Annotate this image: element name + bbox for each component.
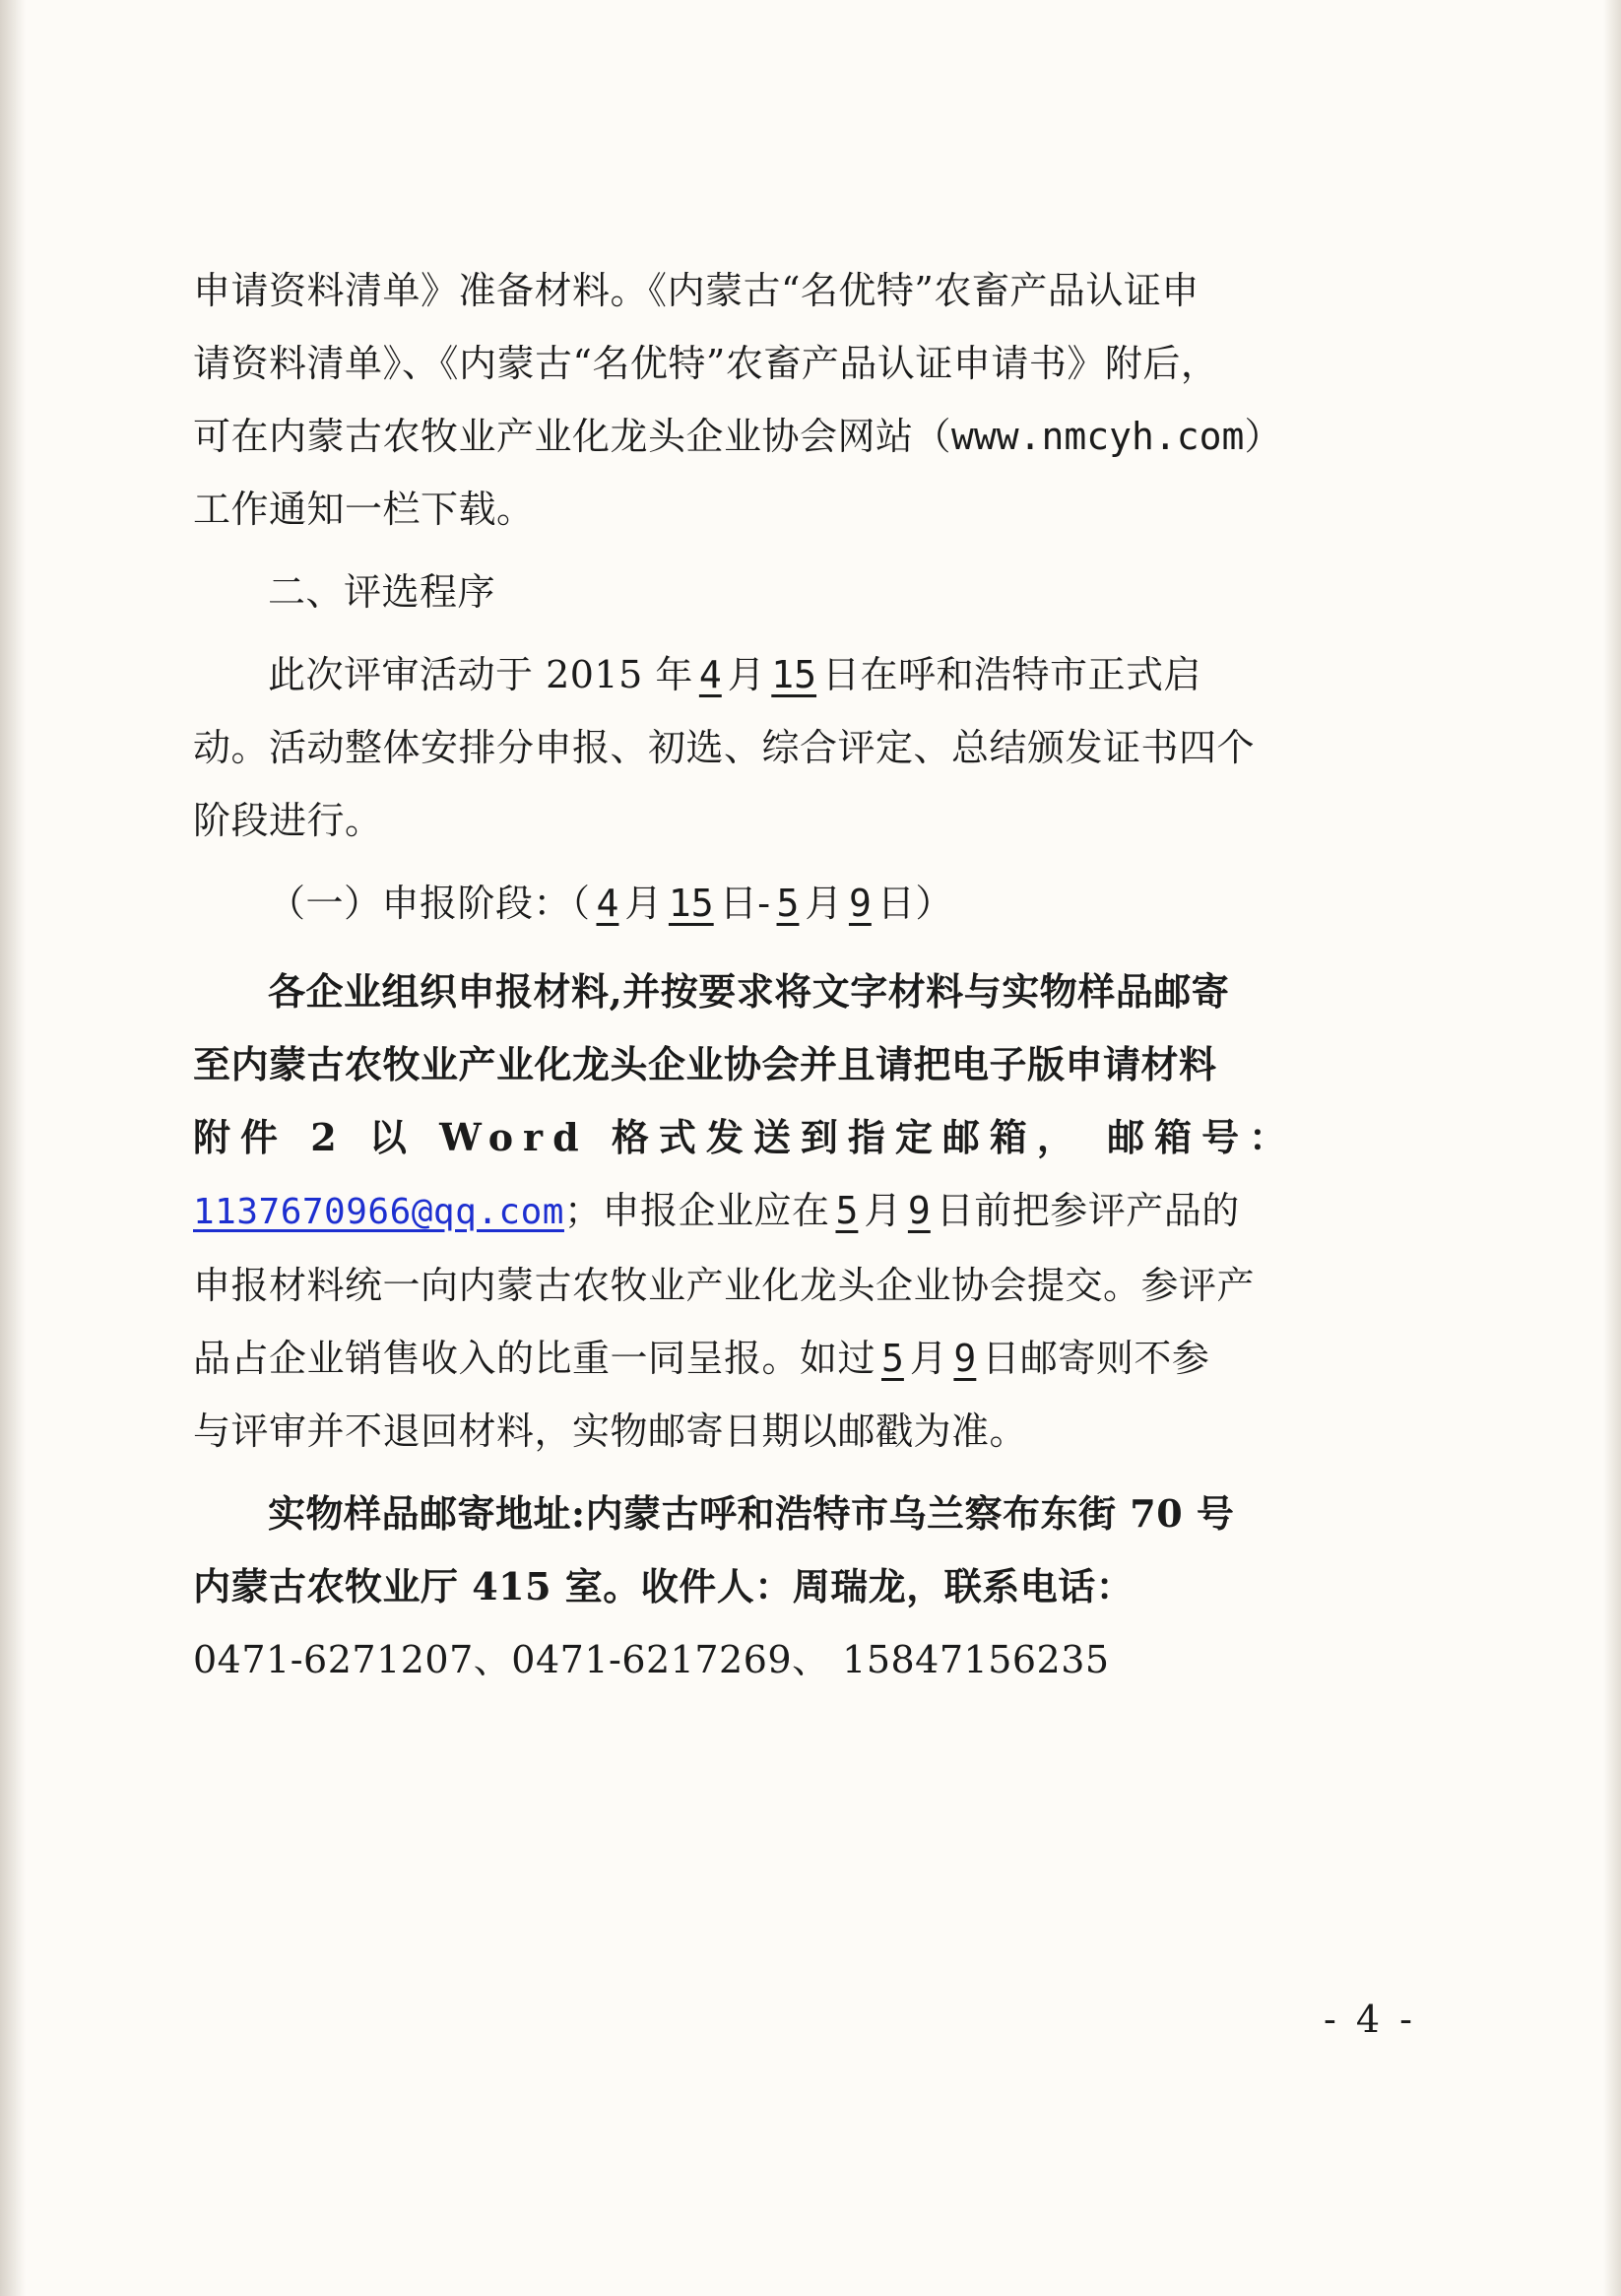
spacer xyxy=(193,940,1385,955)
line-text: 0471-6271207、0471-6217269、 15847156235 xyxy=(193,1638,1110,1681)
blank-start-day: 15 xyxy=(668,882,714,925)
blank-late-month: 5 xyxy=(881,1337,904,1380)
blank-late-day: 9 xyxy=(953,1337,977,1380)
text-run: （一）申报阶段：（ xyxy=(268,882,591,925)
paragraph-phase-one-dates xyxy=(193,867,1385,940)
line-text: 内蒙古农牧业厅 415 室。收件人：周瑞龙，联系电话： xyxy=(193,1564,1135,1608)
text-run: 月 xyxy=(909,1337,948,1380)
text-run: 日- xyxy=(719,882,771,925)
line-text: 与评审并不退回材料，实物邮寄日期以邮戳为准。 xyxy=(193,1410,1028,1453)
website-url: www.nmcyh.com xyxy=(951,415,1245,458)
paragraph-email-and-deadline xyxy=(193,1174,1385,1468)
text-run: 此次评审活动于 2015 年 xyxy=(268,653,693,696)
line-text: 附件 2 以 Word 格式发送到指定邮箱， 邮箱号： xyxy=(193,1115,1297,1159)
line-text: 动。活动整体安排分申报、初选、综合评定、总结颁发证书四个 xyxy=(193,726,1256,769)
line-text: 请资料清单》、《内蒙古“名优特”农畜产品认证申请书》附后， xyxy=(193,342,1219,385)
paragraph-materials-list xyxy=(193,254,1385,546)
section-heading-text: 二、评选程序 xyxy=(268,570,496,614)
email-link[interactable]: 1137670966@qq.com xyxy=(193,1192,564,1232)
text-run: 日） xyxy=(876,882,953,925)
line-text: 可在内蒙古农牧业产业化龙头企业协会网站（ xyxy=(193,415,952,458)
document-body xyxy=(193,254,1385,1696)
text-run: 月 xyxy=(727,653,766,696)
spacer xyxy=(193,1468,1385,1477)
blank-end-day: 9 xyxy=(848,882,872,925)
text-run: 月 xyxy=(624,882,663,925)
paragraph-review-start xyxy=(193,638,1385,857)
text-run: 日在呼和浩特市正式启 xyxy=(822,653,1202,696)
paragraph-mailing-address xyxy=(193,1477,1385,1623)
text-run: 品占企业销售收入的比重一同呈报。如过 xyxy=(193,1337,876,1380)
text-run: ；申报企业应在 xyxy=(563,1189,830,1232)
blank-end-month: 5 xyxy=(776,882,800,925)
line-text: 至内蒙古农牧业产业化龙头企业协会并且请把电子版申请材料 xyxy=(193,1042,1217,1086)
text-run: 月 xyxy=(805,882,843,925)
spacer xyxy=(193,546,1385,556)
line-text: 各企业组织申报材料,并按要求将文字材料与实物样品邮寄 xyxy=(268,969,1230,1014)
line-text: 申报材料统一向内蒙古农牧业产业化龙头企业协会提交。参评产 xyxy=(193,1264,1256,1307)
blank-deadline-month: 5 xyxy=(835,1189,859,1232)
line-text: 实物样品邮寄地址:内蒙古呼和浩特市乌兰察布东街 70 号 xyxy=(268,1491,1235,1536)
paragraph-phone-numbers xyxy=(193,1623,1385,1696)
paragraph-submission-instructions xyxy=(193,955,1385,1174)
page-number: - 4 - xyxy=(1323,1998,1416,2041)
text-run: 日邮寄则不参 xyxy=(982,1337,1210,1380)
blank-month: 4 xyxy=(698,653,722,696)
line-text: 申请资料清单》准备材料。《内蒙古“名优特”农畜产品认证申 xyxy=(193,269,1200,312)
heading-section-two xyxy=(193,556,1385,628)
blank-start-month: 4 xyxy=(596,882,619,925)
blank-day: 15 xyxy=(771,653,817,696)
spacer xyxy=(193,857,1385,867)
text-run: 月 xyxy=(864,1189,902,1232)
line-text: 阶段进行。 xyxy=(193,799,383,842)
text-run: 日前把参评产品的 xyxy=(936,1189,1240,1232)
line-text: 工作通知一栏下载。 xyxy=(193,488,535,531)
line-text: ） xyxy=(1244,415,1282,458)
blank-deadline-day: 9 xyxy=(907,1189,931,1232)
spacer xyxy=(193,628,1385,638)
